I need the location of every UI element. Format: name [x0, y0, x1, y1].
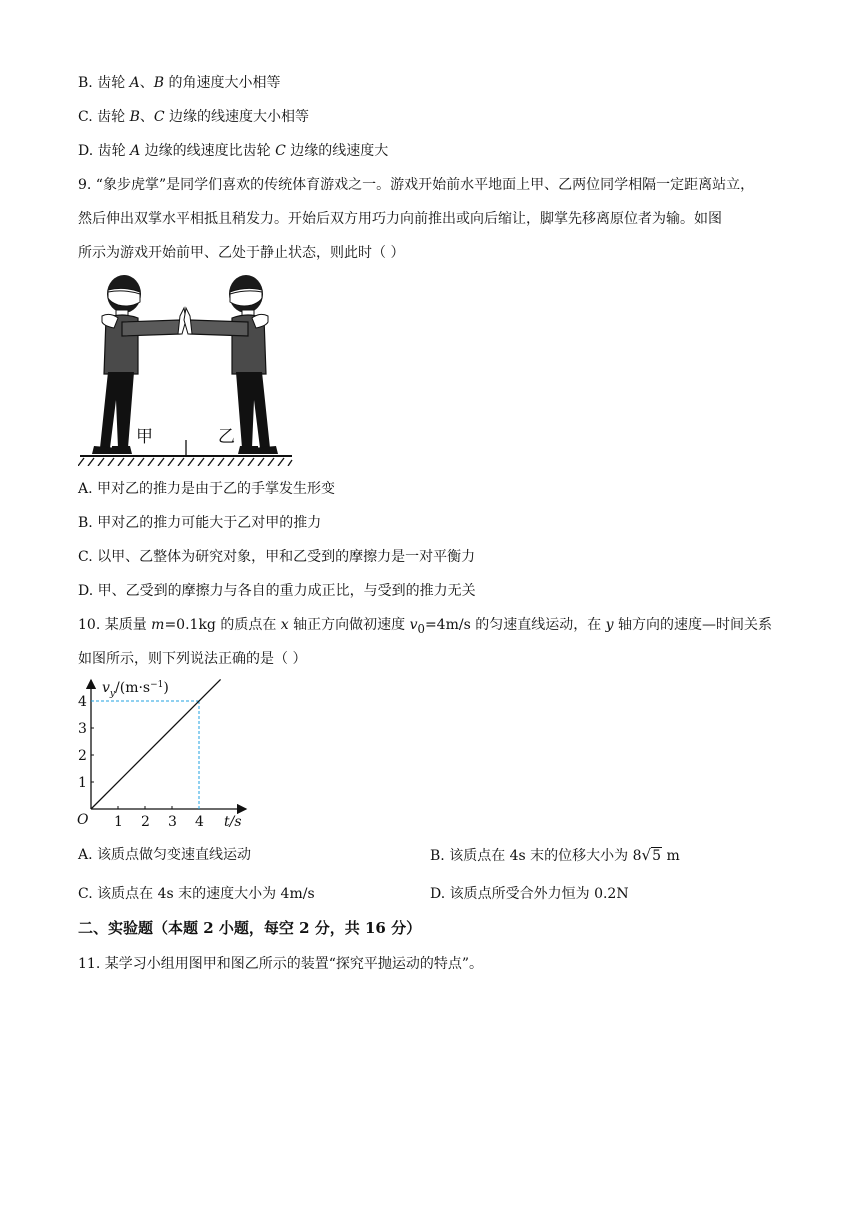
option-text: 边缘的线速度大 [285, 143, 389, 159]
x-axis-label: t/s [224, 814, 242, 830]
q10-stem-line1 [78, 615, 772, 639]
stem-text: =0.1kg 的质点在 [164, 617, 281, 633]
origin-label: O [77, 812, 89, 828]
q10-stem-line2: 如图所示，则下列说法正确的是（ ） [78, 651, 307, 667]
x-tick-label: 1 [114, 814, 123, 830]
stem-text: 轴正方向做初速度 [288, 617, 410, 633]
stem-text: 10. 某质量 [78, 617, 152, 633]
sqrt-sign: √ [641, 846, 652, 864]
gear-label: C [275, 143, 286, 159]
y-tick-label: 4 [78, 694, 87, 710]
label-jia: 甲 [136, 427, 153, 447]
q8-option-d [78, 141, 388, 161]
var-v: v [409, 617, 418, 633]
var-m: m [151, 617, 165, 633]
y-axis-label: $v_y/(m\cdot s^{-1})$ [102, 680, 169, 699]
option-text: B. 齿轮 [78, 75, 130, 91]
q8-option-b [78, 73, 281, 93]
gear-label: A [129, 75, 140, 91]
option-text: 、 [139, 75, 154, 91]
option-text: 的角速度大小相等 [164, 75, 281, 91]
q8-option-c [78, 107, 309, 127]
label-yi: 乙 [218, 427, 235, 447]
q9-stem-line1: 9. “象步虎掌”是同学们喜欢的传统体育游戏之一。游戏开始前水平地面上甲、乙两位同学相隔一定距离站立， [78, 177, 755, 193]
sqrt-radicand: 5 [652, 848, 662, 864]
pushing-hands-illustration [78, 272, 294, 466]
q9-option-a: A. 甲对乙的推力是由于乙的手掌发生形变 [78, 481, 336, 497]
subscript-0: 0 [417, 621, 425, 636]
var-y: y [605, 617, 614, 633]
gear-label: C [153, 109, 165, 125]
ground-hatching [78, 458, 292, 466]
x-tick-label: 4 [195, 814, 204, 830]
q10-option-b [430, 845, 680, 866]
q9-option-b: B. 甲对乙的推力可能大于乙对甲的推力 [78, 515, 322, 531]
q10-option-d: D. 该质点所受合外力恒为 0.2N [430, 886, 629, 902]
x-tick-label: 2 [141, 814, 150, 830]
q11-stem-line1: 11. 某学习小组用图甲和图乙所示的装置“探究平抛运动的特点”。 [78, 956, 484, 972]
y-tick-label: 2 [78, 748, 87, 764]
option-text: 边缘的线速度比齿轮 [140, 143, 276, 159]
velocity-time-chart [74, 674, 254, 834]
option-text: 、 [139, 109, 154, 125]
q9-option-d: D. 甲、乙受到的摩擦力与各自的重力成正比，与受到的推力无关 [78, 583, 476, 599]
stem-text: =4m/s 的匀速直线运动，在 [424, 617, 606, 633]
option-text: 边缘的线速度大小相等 [164, 109, 310, 125]
y-tick-label: 3 [78, 721, 87, 737]
option-unit: m [662, 848, 680, 864]
y-tick-label: 1 [78, 775, 87, 791]
option-text: B. 该质点在 4s 末的位移大小为 8 [430, 848, 642, 864]
var-x: x [280, 617, 289, 633]
gear-label: B [153, 75, 165, 91]
q9-stem-line3: 所示为游戏开始前甲、乙处于静止状态，则此时（ ） [78, 245, 405, 261]
q9-option-c: C. 以甲、乙整体为研究对象，甲和乙受到的摩擦力是一对平衡力 [78, 549, 476, 565]
x-tick-label: 3 [168, 814, 177, 830]
gear-label: B [129, 109, 140, 125]
stem-text: 轴方向的速度—时间关系 [613, 617, 773, 633]
option-text: D. 齿轮 [78, 143, 131, 159]
q9-figure-two-students [78, 272, 294, 466]
q9-stem-line2: 然后伸出双掌水平相抵且稍发力。开始后双方用巧力向前推出或向后缩让，脚掌先移离原位者为输。如图 [78, 211, 722, 227]
gear-label: A [130, 143, 141, 159]
section-heading: 二、实验题（本题 2 小题，每空 2 分，共 16 分） [78, 919, 422, 937]
option-text: C. 齿轮 [78, 109, 130, 125]
q10-vy-t-graph [74, 674, 254, 834]
q10-option-c: C. 该质点在 4s 末的速度大小为 4m/s [78, 886, 315, 902]
q10-option-a: A. 该质点做匀变速直线运动 [78, 847, 252, 863]
